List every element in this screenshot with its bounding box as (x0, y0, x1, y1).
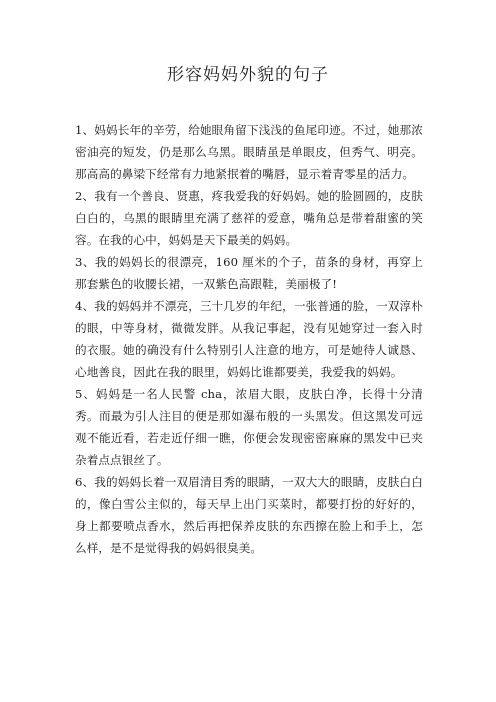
paragraph-2: 2、我有一个善良、贤惠，疼我爱我的好妈妈。她的脸圆圆的，皮肤白白的，乌黑的眼睛里充满了慈祥的爱意，嘴角总是带着甜蜜的笑容。在我的心中，妈妈是天下最美的妈妈。 (75, 189, 423, 247)
paragraph-1: 1、妈妈长年的辛劳，给她眼角留下浅浅的鱼尾印迹。不过，她那浓密油亮的短发，仍是那么乌黑。眼睛虽是单眼皮，但秀气、明亮。那高高的鼻梁下经常有力地紧抿着的嘴唇，显示着青零星的活力。 (75, 123, 423, 181)
page-title: 形容妈妈外貌的句子 (167, 65, 329, 85)
paragraph-4: 4、我的妈妈并不漂亮，三十几岁的年纪，一张普通的脸，一双淳朴的眼，中等身材，微微发胖。从我记事起，没有见她穿过一套入时的衣服。她的确没有什么特别引人注意的地方，可是她待人诚恳、心地善良，因此在我的眼里，妈妈比谁都要美，我爱我的妈妈。 (75, 299, 423, 379)
paragraph-3: 3、我的妈妈长的很漂亮，160 厘米的个子，苗条的身材，再穿上那套紫色的收腰长裙，一双紫色高跟鞋，美丽极了! (75, 255, 423, 291)
paragraph-6: 6、我的妈妈长着一双眉清目秀的眼睛，一双大大的眼睛，皮肤白白的，像白雪公主似的，每天早上出门买菜时，都要打扮的好好的，身上都要喷点香水，然后再把保养皮肤的东西擦在脸上和手上，怎么样，是不是觉得我的妈妈很臭美。 (75, 475, 423, 555)
document-body (75, 119, 423, 559)
paragraph-5: 5、妈妈是一名人民警 cha，浓眉大眼，皮肤白净，长得十分清秀。而最为引人注目的便是那如瀑布般的一头黑发。但这黑发可远观不能近看，若走近仔细一瞧，你便会发现密密麻麻的黑发中已夹杂着点点银丝了。 (75, 387, 423, 467)
